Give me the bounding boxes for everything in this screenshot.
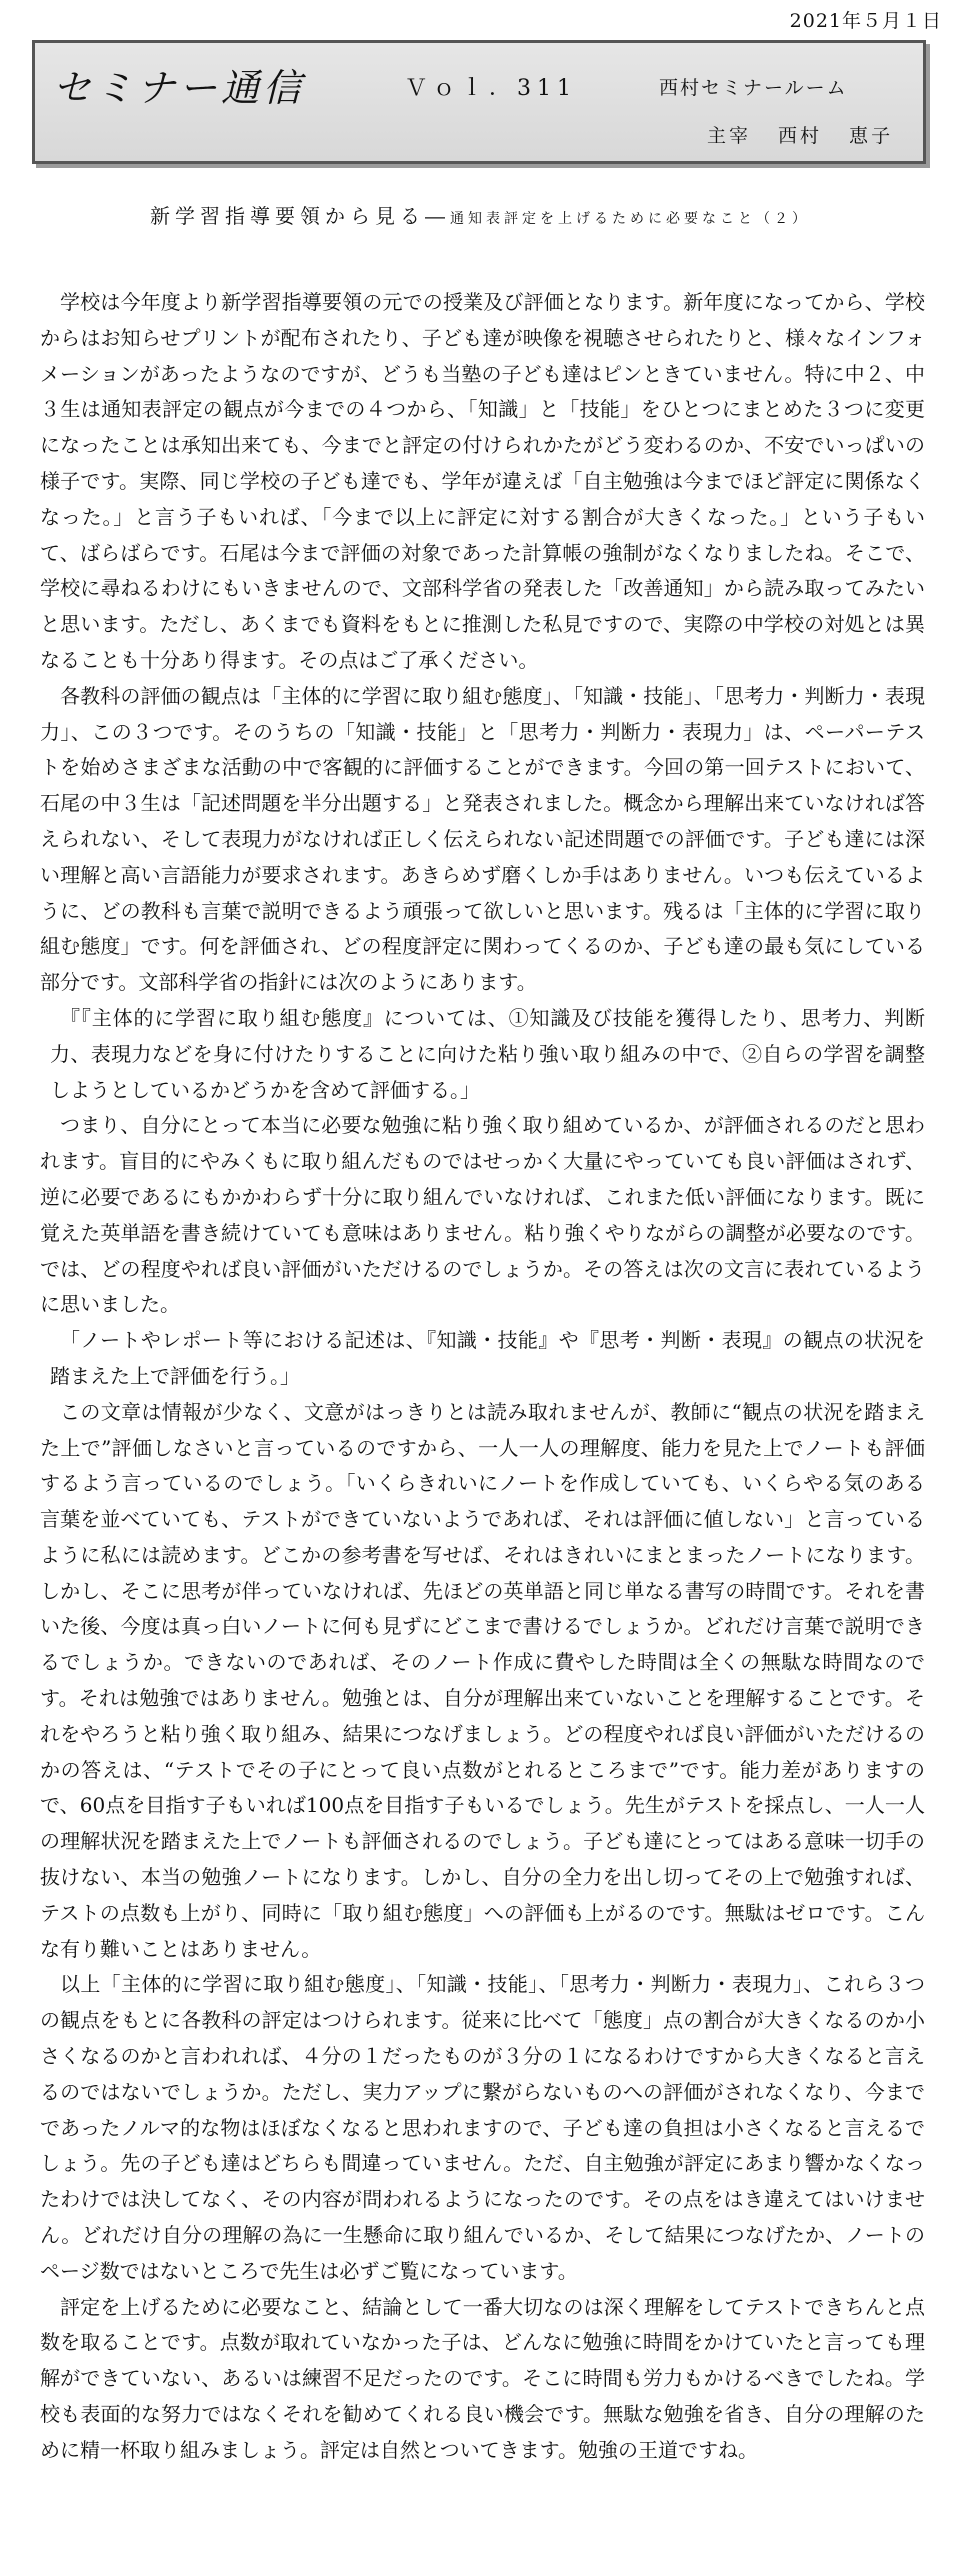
headline-subtitle: 通知表評定を上げるために必要なこと（２）: [450, 211, 810, 227]
newsletter-title: セミナー通信: [53, 66, 306, 110]
paragraph: 学校は今年度より新学習指導要領の元での授業及び評価となります。新年度になってから、学校からはお知らせプリントが配布されたり、子ども達が映像を視聴させられたりと、様々なインフォメーションがあったようなのですが、どうも当塾の子ども達はピンときていません。特に中２、中３生は通知表評定の観点が今までの４つから、「知識」と「技能」をひとつにまとめた３つに変更になったことは承知出来ても、今までと評定の付けられかたがどう変わるのか、不安でいっぱいの様子です。実際、同じ学校の子ども達でも、学年が違えば「自主勉強は今までほど評定に関係なくなった。」と言う子もいれば、「今まで以上に評定に対する割合が大きくなった。」という子もいて、ばらばらです。石尾は今まで評価の対象であった計算帳の強制がなくなりましたね。そこで、学校に尋ねるわけにもいきませんので、文部科学省の発表した「改善通知」から読み取ってみたいと思います。ただし、あくまでも資料をもとに推測した私見ですので、実際の中学校の対処とは異なることも十分あり得ます。その点はご了承ください。: [40, 290, 925, 672]
article-body: [40, 285, 925, 2469]
paragraph: 各教科の評価の観点は「主体的に学習に取り組む態度」、「知識・技能」、「思考力・判断力・表現力」、この３つです。そのうちの「知識・技能」と「思考力・判断力・表現力」は、ペーパーテストを始めさまざまな活動の中で客観的に評価することができます。今回の第一回テストにおいて、石尾の中３生は「記述問題を半分出題する」と発表されました。概念から理解出来ていなければ答えられない、そして表現力がなければ正しく伝えられない記述問題での評価です。子ども達には深い理解と高い言語能力が要求されます。あきらめず磨くしか手はありません。いつも伝えているように、どの教科も言葉で説明できるよう頑張って欲しいと思います。残るは「主体的に学習に取り組む態度」です。何を評価され、どの程度評定に関わってくるのか、子ども達の最も気にしている部分です。文部科学省の指針には次のようにあります。: [40, 683, 925, 995]
paragraph: この文章は情報が少なく、文意がはっきりとは読み取れませんが、教師に“観点の状況を踏まえた上で”評価しなさいと言っているのですから、一人一人の理解度、能力を見た上でノートも評価するよう言っているのでしょう。「いくらきれいにノートを作成していても、いくらやる気のある言葉を並べていても、テストができていないようであれば、それは評価に値しない」と言っているように私には読めます。どこかの参考書を写せば、それはきれいにまとまったノートになります。しかし、そこに思考が伴っていなければ、先ほどの英単語と同じ単なる書写の時間です。それを書いた後、今度は真っ白いノートに何も見ずにどこまで書けるでしょうか。どれだけ言葉で説明できるでしょうか。できないのであれば、そのノート作成に費やした時間は全くの無駄な時間なのです。それは勉強ではありません。勉強とは、自分が理解出来ていないことを理解することです。それをやろうと粘り強く取り組み、結果につなげましょう。どの程度やれば良い評価がいただけるのかの答えは、“テストでその子にとって良い点数がとれるところまで”です。能力差がありますので、60点を目指す子もいれば100点を目指す子もいるでしょう。先生がテストを採点し、一人一人の理解状況を踏まえた上でノートも評価されるのでしょう。子ども達にとってはある意味一切手の抜けない、本当の勉強ノートになります。しかし、自分の全力を出し切ってその上で勉強すれば、テストの点数も上がり、同時に「取り組む態度」への評価も上がるのです。無駄はゼロです。こんな有り難いことはありません。: [40, 1399, 925, 1961]
organization-name: 西村セミナールーム: [659, 77, 848, 99]
masthead: [32, 40, 926, 164]
paragraph: 評定を上げるために必要なこと、結論として一番大切なのは深く理解をしてテストできちんと点数を取ることです。点数が取れていなかった子は、どんなに勉強に時間をかけていたと言っても理解ができていない、あるいは練習不足だったのです。そこに時間も労力もかけるべきでしたね。学校も表面的な努力ではなくそれを勧めてくれる良い機会です。無駄な勉強を省き、自分の理解のために精一杯取り組みましょう。評定は自然とついてきます。勉強の王道ですね。: [40, 2294, 925, 2462]
quoted-guideline: 「ノートやレポート等における記述は、『知識・技能』や『思考・判断・表現』の観点の状況を踏まえた上で評価を行う。」: [50, 1328, 925, 1388]
headline-main: 新学習指導要領から見る―: [150, 204, 450, 228]
issue-date: 2021年５月１日: [789, 10, 942, 32]
article-headline: [0, 200, 960, 229]
paragraph: つまり、自分にとって本当に必要な勉強に粘り強く取り組めているか、が評価されるのだと思われます。盲目的にやみくもに取り組んだものではせっかく大量にやっていても良い評価はされず、逆に必要であるにもかかわらず十分に取り組んでいなければ、これまた低い評価になります。既に覚えた英単語を書き続けていても意味はありません。粘り強くやりながらの調整が必要なのです。では、どの程度やれば良い評価がいただけるのでしょうか。その答えは次の文言に表れているように思いました。: [40, 1113, 925, 1317]
quoted-guideline: 『『主体的に学習に取り組む態度』については、①知識及び技能を獲得したり、思考力、判断力、表現力などを身に付けたりすることに向けた粘り強い取り組みの中で、②自らの学習を調整しようとしているかどうかを含めて評価する。」: [50, 1005, 925, 1102]
director-name: 主宰 西村 恵子: [707, 125, 894, 147]
volume-number: Ｖｏｌ．311: [405, 76, 577, 101]
paragraph: 以上「主体的に学習に取り組む態度」、「知識・技能」、「思考力・判断力・表現力」、これら３つの観点をもとに各教科の評定はつけられます。従来に比べて「態度」点の割合が大きくなるのか小さくなるのかと言われれば、４分の１だったものが３分の１になるわけですから大きくなると言えるのではないでしょうか。ただし、実力アップに繋がらないものへの評価がされなくなり、今までであったノルマ的な物はほぼなくなると思われますので、子ども達の負担は小さくなると言えるでしょう。先の子ども達はどちらも間違っていません。ただ、自主勉強が評定にあまり響かなくなったわけでは決してなく、その内容が問われるようになったのです。その点をはき違えてはいけません。どれだけ自分の理解の為に一生懸命に取り組んでいるか、そして結果につなげたか、ノートのページ数ではないところで先生は必ずご覧になっています。: [40, 1972, 925, 2283]
